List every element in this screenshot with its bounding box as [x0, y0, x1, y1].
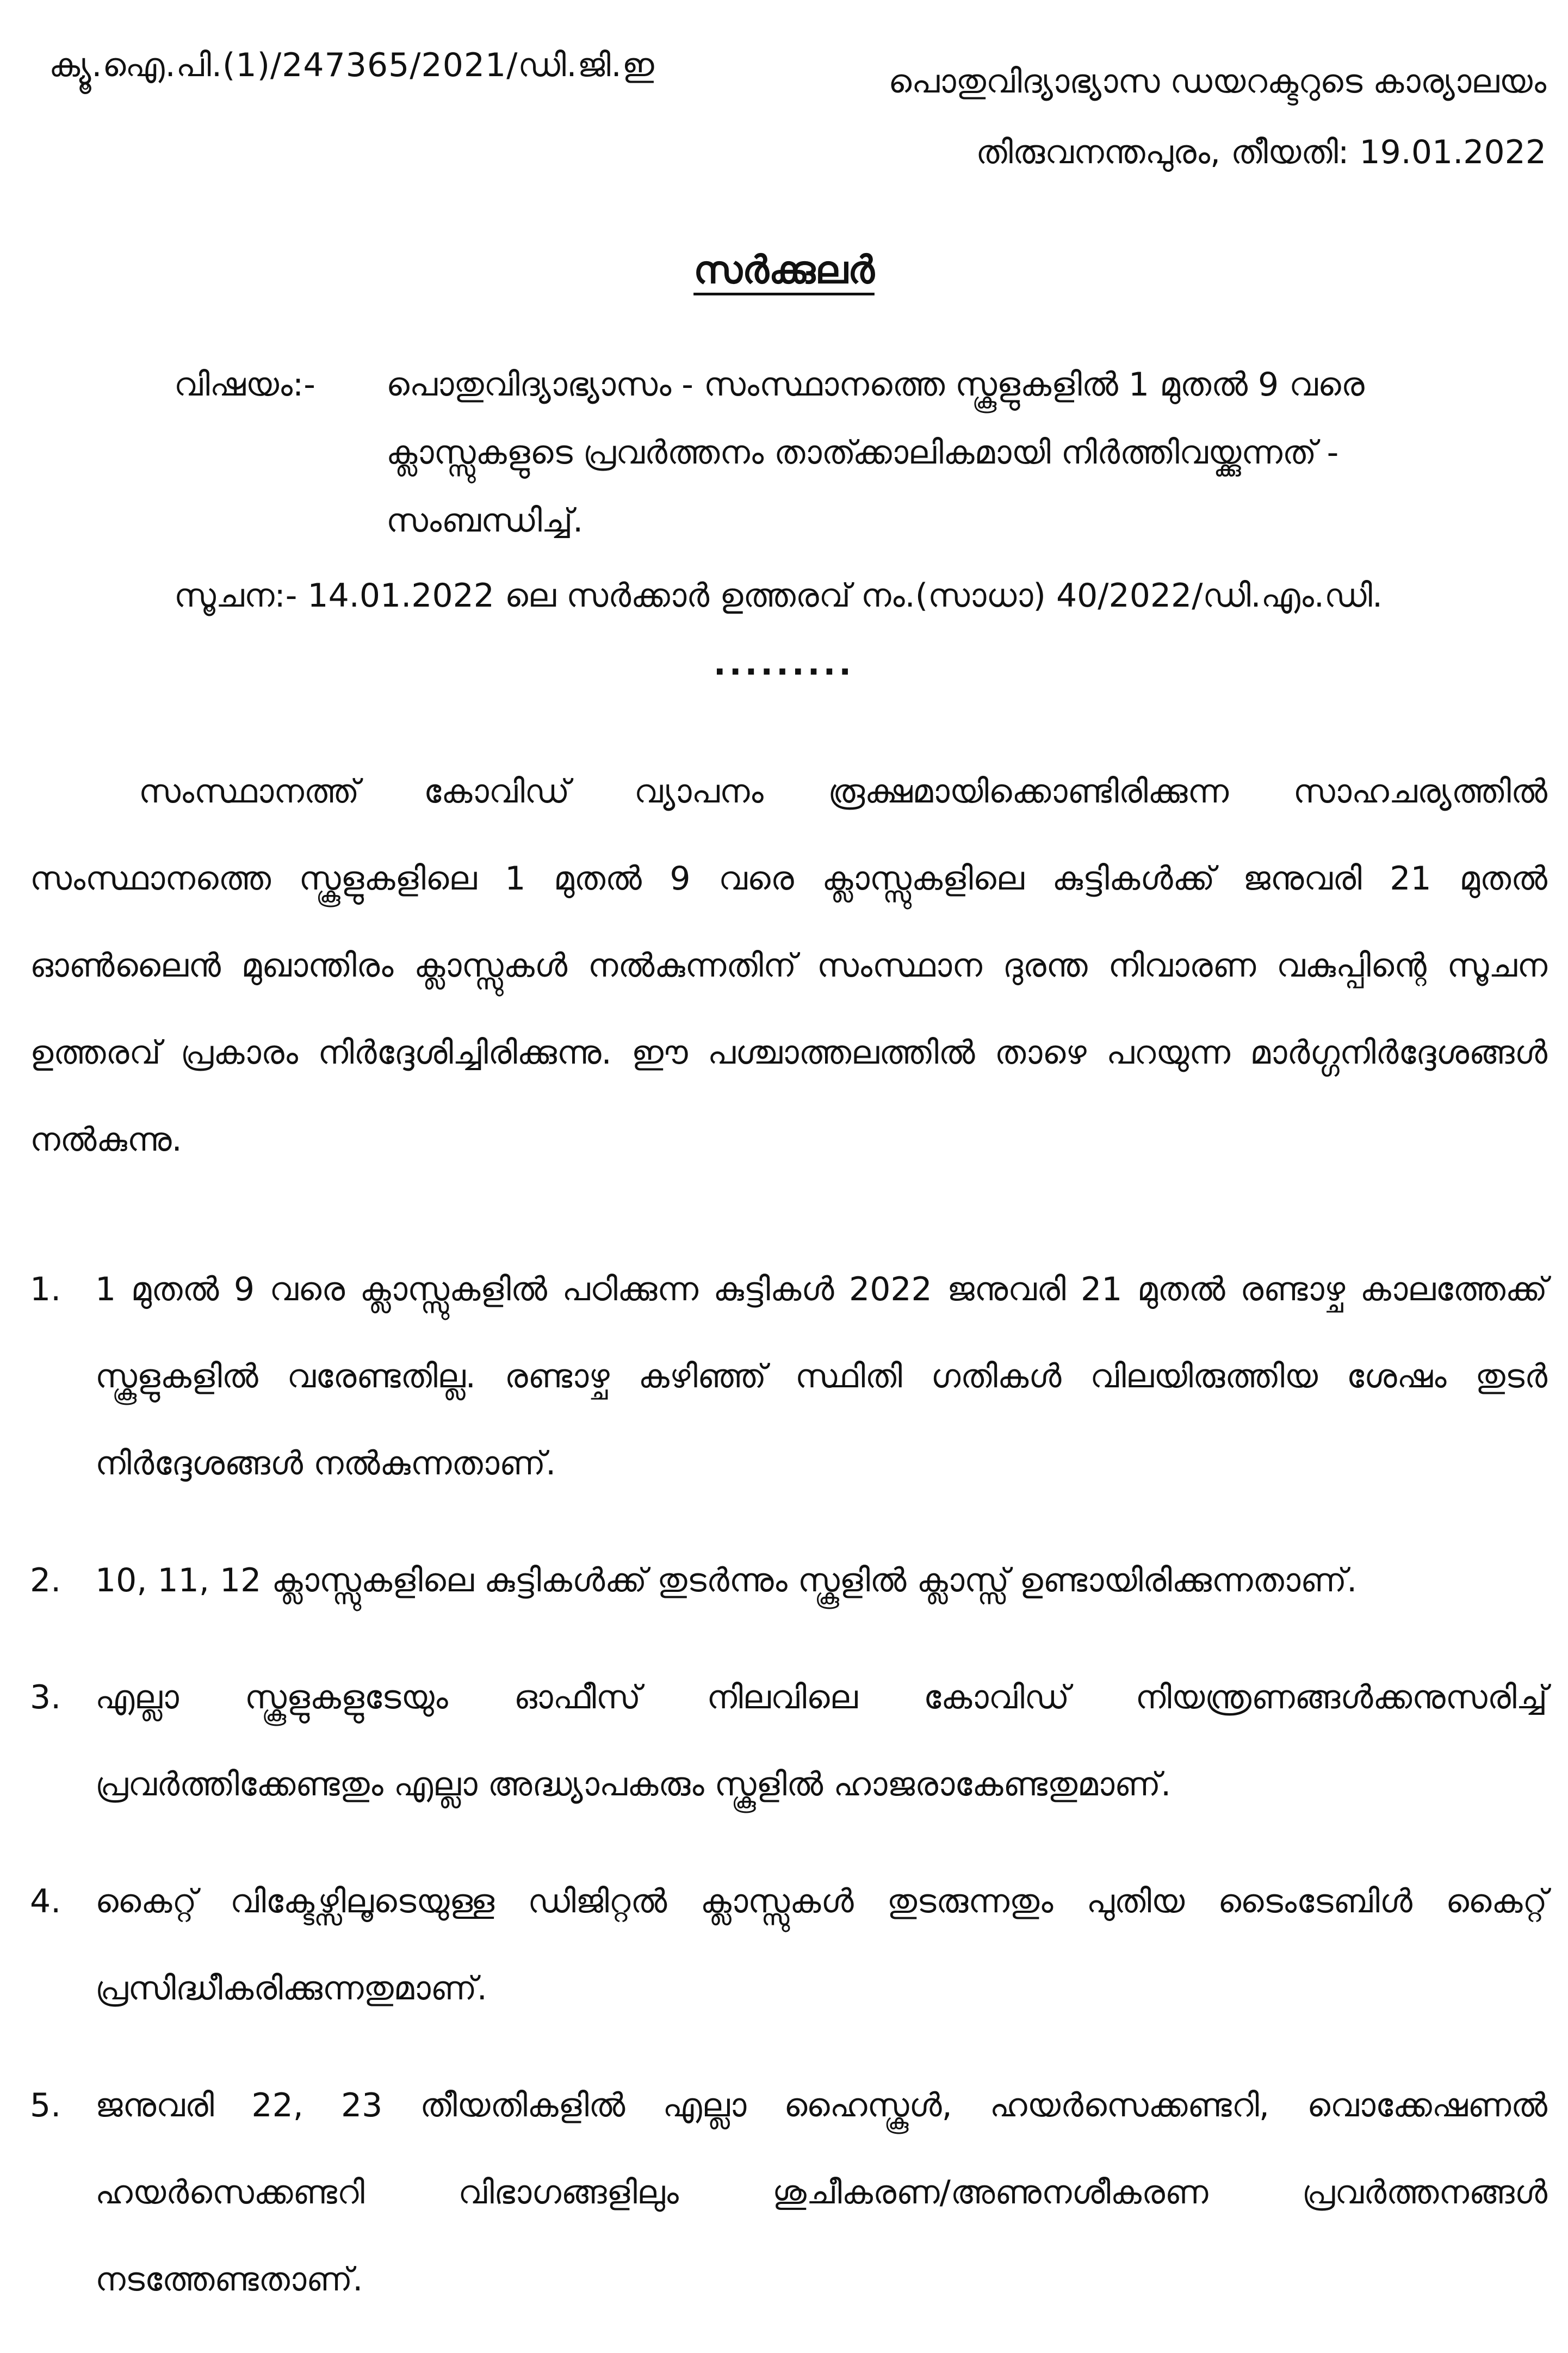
list-item-text: എല്ലാ സ്കൂളുകളുടേയും ഓഫീസ് നിലവിലെ കോവിഡ് നിയന്ത്രണങ്ങൾക്കനുസരിച്ച് പ്രവർത്തിക്കേണ്ടതും എല്ലാ അദ്ധ്യാപകരും സ്കൂളിൽ ഹാജരാകേണ്ടതുമാണ്.	[95, 1678, 1547, 1804]
subject-text: പൊതുവിദ്യാഭ്യാസം - സംസ്ഥാനത്തെ സ്കൂളുകളിൽ 1 മുതൽ 9 വരെ ക്ലാസ്സുകളുടെ പ്രവർത്തനം താത്ക്കാലികമായി നിർത്തിവയ്ക്കുന്നത് - സംബന്ധിച്ച്.	[386, 366, 1365, 540]
list-item-number: 2.	[30, 1561, 61, 1599]
separator: .........	[713, 645, 855, 683]
place-date: തിരുവനന്തപുരം, തീയതി: 19.01.2022	[976, 133, 1546, 171]
list-item-text: 1 മുതൽ 9 വരെ ക്ലാസ്സുകളിൽ പഠിക്കുന്ന കുട്ടികൾ 2022 ജനുവരി 21 മുതൽ രണ്ടാഴ്ച കാലത്തേക്ക് സ്കൂളുകളിൽ വരേണ്ടതില്ല. രണ്ടാഴ്ച കഴിഞ്ഞ് സ്ഥിതി ഗതികൾ വിലയിരുത്തിയ ശേഷം തുടർ നിർദ്ദേശങ്ങൾ നൽകുന്നതാണ്.	[95, 1270, 1547, 1483]
office-name: പൊതുവിദ്യാഭ്യാസ ഡയറക്ടറുടെ കാര്യാലയം	[888, 63, 1546, 101]
office-header	[888, 46, 1546, 188]
file-reference-number: ക്യൂ.ഐ.പി.(1)/247365/2021/ഡി.ജി.ഇ	[49, 46, 655, 84]
document-title-text: സർക്കുലർ	[693, 248, 875, 292]
list-item-text: 10, 11, 12 ക്ലാസ്സുകളിലെ കുട്ടികൾക്ക് തുടർന്നും സ്കൂളിൽ ക്ലാസ്സ് ഉണ്ടായിരിക്കുന്നതാണ്.	[95, 1561, 1358, 1599]
list-item	[30, 2062, 1547, 2323]
list-item	[30, 1246, 1547, 1507]
list-item-number: 1.	[30, 1270, 61, 1308]
instruction-list	[30, 1246, 1547, 2353]
list-item	[30, 1654, 1547, 1828]
subject-label: വിഷയം:-	[174, 366, 315, 404]
list-item-text: ജനുവരി 22, 23 തീയതികളിൽ എല്ലാ ഹൈസ്കൂൾ, ഹയർസെക്കണ്ടറി, വൊക്കേഷണൽ ഹയർസെക്കണ്ടറി വിഭാഗങ്ങളിലും ശുചീകരണ/അണുനശീകരണ പ്രവർത്തനങ്ങൾ നടത്തേണ്ടതാണ്.	[95, 2086, 1547, 2299]
list-item	[30, 1858, 1547, 2032]
list-item-text: കൈറ്റ് വിക്ടേഴ്സിലൂടെയുള്ള ഡിജിറ്റൽ ക്ലാസ്സുകൾ തുടരുന്നതും പുതിയ ടൈംടേബിൾ കൈറ്റ് പ്രസിദ്ധീകരിക്കുന്നതുമാണ്.	[95, 1882, 1547, 2008]
intro-paragraph: സംസ്ഥാനത്ത് കോവിഡ് വ്യാപനം രൂക്ഷമായിക്കൊണ്ടിരിക്കുന്ന സാഹചര്യത്തിൽ സംസ്ഥാനത്തെ സ്കൂളുകളിലെ 1 മുതൽ 9 വരെ ക്ലാസ്സുകളിലെ കുട്ടികൾക്ക് ജനുവരി 21 മുതൽ ഓൺലൈൻ മുഖാന്തിരം ക്ലാസ്സുകൾ നൽകുന്നതിന് സംസ്ഥാന ദുരന്ത നിവാരണ വകുപ്പിന്റെ സൂചന ഉത്തരവ് പ്രകാരം നിർദ്ദേശിച്ചിരിക്കുന്നു. ഈ പശ്ചാത്തലത്തിൽ താഴെ പറയുന്ന മാർഗ്ഗനിർദ്ദേശങ്ങൾ നൽകുന്നു.	[30, 773, 1547, 1159]
list-item-number: 5.	[30, 2086, 61, 2125]
document-title	[0, 248, 1568, 293]
list-item-number: 3.	[30, 1678, 61, 1716]
list-item	[30, 1537, 1547, 1624]
list-item-number: 4.	[30, 1882, 61, 1920]
reference-line: സൂചന:- 14.01.2022 ലെ സർക്കാർ ഉത്തരവ് നം.(സാധാ) 40/2022/ഡി.എം.ഡി.	[174, 577, 1383, 615]
